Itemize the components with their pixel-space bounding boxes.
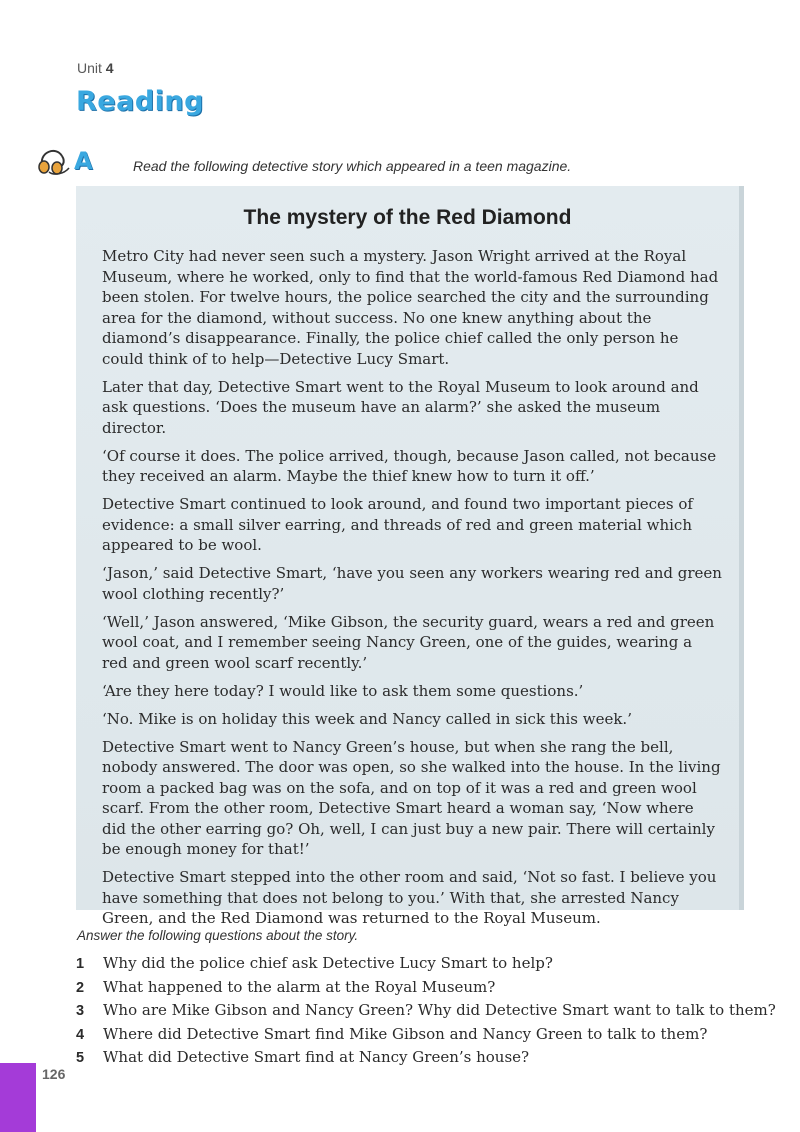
- section-title: Reading: [76, 86, 204, 117]
- question-text: What happened to the alarm at the Royal Museum?: [103, 977, 496, 996]
- question-list: [76, 952, 776, 1070]
- page-number: 126: [42, 1066, 66, 1082]
- questions-intro: Answer the following questions about the story.: [77, 928, 359, 943]
- question-number: 3: [76, 1003, 85, 1019]
- story-paragraph: ‘Of course it does. The police arrived, though, because Jason called, not because they received an alarm. Maybe the thief knew how to turn it off.’: [102, 446, 717, 485]
- question-text: Why did the police chief ask Detective Lucy Smart to help?: [103, 954, 553, 972]
- unit-number: 4: [105, 60, 114, 76]
- question-item: [76, 976, 776, 1000]
- question-item: [76, 1023, 776, 1047]
- story-paragraph: Later that day, Detective Smart went to the Royal Museum to look around and ask questions. ‘Does the museum have an alarm?’ she asked the museum director.: [102, 377, 699, 437]
- story-body: [102, 246, 722, 936]
- story-paragraph: Detective Smart stepped into the other room and said, ‘Not so fast. I believe you have something that does not belong to you.’ With that, she arrested Nancy Green, and the Red Diamond was returned to the Royal Museum.: [102, 868, 717, 927]
- story-paragraph: ‘Jason,’ said Detective Smart, ‘have you seen any workers wearing red and green wool clothing recently?’: [102, 564, 722, 603]
- question-text: Where did Detective Smart find Mike Gibson and Nancy Green to talk to them?: [103, 1024, 708, 1043]
- story-paragraph: ‘No. Mike is on holiday this week and Nancy called in sick this week.’: [102, 709, 632, 728]
- unit-word: Unit: [77, 60, 102, 76]
- question-text: Who are Mike Gibson and Nancy Green? Why did Detective Smart want to talk to them?: [103, 1001, 776, 1019]
- page-tab: [0, 1063, 36, 1132]
- question-item: [76, 1046, 776, 1070]
- question-item: [76, 952, 776, 976]
- story-paragraph: Detective Smart went to Nancy Green’s house, but when she rang the bell, nobody answered. The door was open, so she walked into the house. In the living room a packed bag was on the sofa, and on top of it was a red and green wool scarf. From the other room, Detective Smart heard a woman say, ‘Now where did the other earring go? Oh, well, I can just buy a new pair. There will certainly be enough money for that!’: [102, 737, 721, 858]
- story-box: [76, 186, 744, 927]
- story-title: The mystery of the Red Diamond: [243, 206, 572, 229]
- question-item: [76, 999, 776, 1023]
- question-text: What did Detective Smart find at Nancy Green’s house?: [103, 1048, 530, 1066]
- activity-instruction: Read the following detective story which appeared in a teen magazine.: [133, 158, 572, 174]
- headphones-icon[interactable]: [36, 146, 72, 176]
- question-number: 2: [76, 979, 85, 996]
- question-number: 1: [76, 956, 85, 972]
- story-paragraph: Detective Smart continued to look around, and found two important pieces of evidence: a small silver earring, and threads of red and green material which appeared to be wool.: [102, 495, 693, 554]
- question-number: 4: [76, 1026, 85, 1043]
- question-number: 5: [76, 1050, 85, 1066]
- story-paragraph: ‘Are they here today? I would like to ask them some questions.’: [102, 681, 584, 700]
- story-paragraph: ‘Well,’ Jason answered, ‘Mike Gibson, the security guard, wears a red and green wool coat, and I remember seeing Nancy Green, one of the guides, wearing a red and green wool scarf recently.’: [102, 612, 715, 672]
- unit-label: [77, 60, 114, 76]
- story-paragraph: Metro City had never seen such a mystery. Jason Wright arrived at the Royal Museum, where he worked, only to find that the world-famous Red Diamond had been stolen. For twelve hours, the police searched the city and the surrounding area for the diamond, without success. No one knew anything about the diamond’s disappearance. Finally, the police chief called the only person he could think of to help—Detective Lucy Smart.: [102, 247, 719, 368]
- activity-letter: A: [74, 147, 93, 175]
